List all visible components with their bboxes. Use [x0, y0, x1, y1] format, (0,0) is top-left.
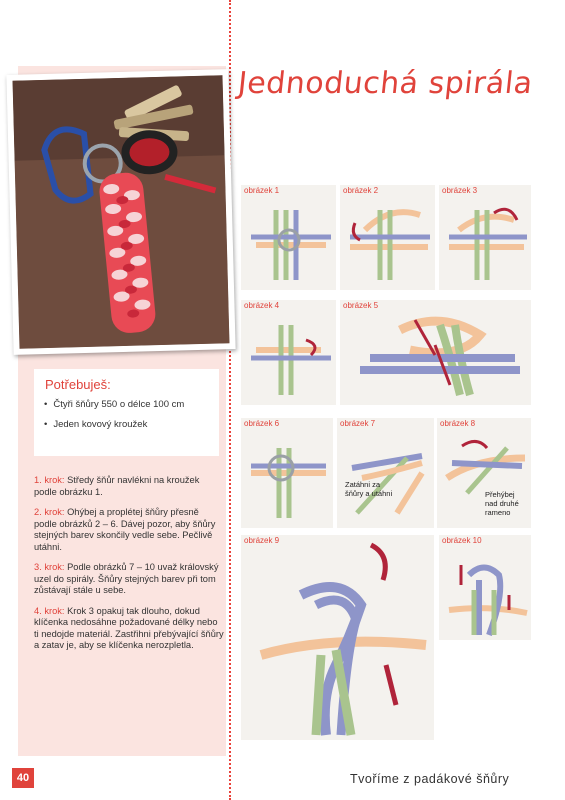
- step-label: 2. krok:: [34, 507, 65, 517]
- materials-item: • Jeden kovový kroužek: [44, 419, 184, 430]
- figure-label: obrázek 1: [244, 186, 280, 195]
- figure-4: [241, 300, 336, 405]
- step-label: 4. krok:: [34, 605, 65, 616]
- materials-list: [44, 399, 184, 439]
- instructions: [34, 475, 224, 661]
- materials-box: [34, 369, 219, 456]
- figure-label: obrázek 3: [442, 186, 478, 195]
- page-title: Jednoduchá spirála: [236, 66, 535, 101]
- materials-heading: Potřebuješ:: [45, 377, 111, 392]
- keychain-photo: [13, 75, 230, 348]
- figure-10: [439, 535, 531, 640]
- materials-item: • Čtyři šňůry 550 o délce 100 cm: [44, 399, 184, 410]
- figure-1: [241, 185, 336, 290]
- figure-label: obrázek 10: [442, 536, 482, 545]
- figure-6: [241, 418, 333, 528]
- step-label: 3. krok:: [34, 562, 65, 572]
- figure-3: [439, 185, 531, 290]
- step-4: [34, 606, 224, 652]
- figure-5: [340, 300, 531, 405]
- figure-8: [437, 418, 531, 528]
- figure-7-note: Zatáhni za šňůry a utáhni: [345, 480, 393, 498]
- step-3: [34, 562, 224, 597]
- figure-label: obrázek 7: [340, 419, 376, 428]
- step-1: [34, 475, 224, 498]
- figure-9: [241, 535, 434, 740]
- step-text: Podle obrázků 7 – 10 uvaž královský uzel do spirály. Šňůry stejných barev při tom zůstávají stále u sebe.: [34, 562, 219, 595]
- figure-label: obrázek 4: [244, 301, 280, 310]
- step-label: 1. krok:: [34, 475, 65, 485]
- figure-label: obrázek 2: [343, 186, 379, 195]
- page-number: 40: [12, 768, 34, 788]
- step-text: Středy šňůr navlékni na kroužek podle obrázku 1.: [34, 475, 200, 497]
- footer-title: Tvoříme z padákové šňůry: [350, 772, 510, 786]
- keychain-photo-frame: [6, 69, 235, 355]
- figure-label: obrázek 9: [244, 536, 280, 545]
- step-text: Krok 3 opakuj tak dlouho, dokud klíčenka nedosáhne požadované délky nebo ti nedojde materiál. Zastřihni přebývající šňůry a zatav je, aby se klíčenka nerozpletla.: [34, 605, 224, 650]
- step-text: Ohýbej a proplétej šňůry přesně podle obrázků 2 – 6. Dávej pozor, aby šňůry stejných barev skončily vedle sebe. Pečlivě utáhni.: [34, 507, 216, 552]
- figure-7: [337, 418, 434, 528]
- figure-2: [340, 185, 435, 290]
- figure-label: obrázek 8: [440, 419, 476, 428]
- figure-label: obrázek 6: [244, 419, 280, 428]
- figure-label: obrázek 5: [343, 301, 379, 310]
- figure-8-note: Přehýbej nad druhé rameno: [485, 490, 519, 517]
- step-2: [34, 507, 224, 553]
